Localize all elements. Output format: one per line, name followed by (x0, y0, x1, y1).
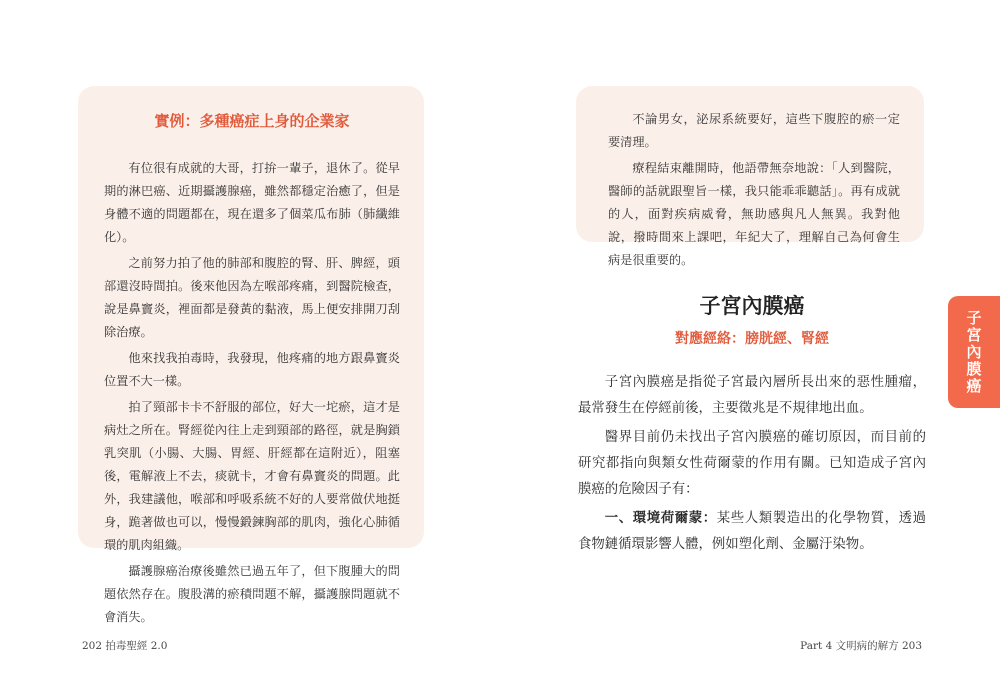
right-footer: Part 4 文明病的解方 203 (800, 640, 922, 652)
case-paragraph: 之前努力拍了他的肺部和腹腔的腎、肝、脾經，頭部還沒時間拍。後來他因為左喉部疼痛，到醫院檢查，說是鼻竇炎，裡面都是發黃的黏液，馬上便安排開刀刮除治療。 (104, 256, 400, 339)
risk-factor-paragraph (578, 506, 926, 558)
case-continued-box (576, 86, 924, 267)
body-text (578, 370, 926, 561)
chapter-side-tab: 子宮內膜癌 (948, 296, 1000, 408)
case-paragraph: 不論男女，泌尿系統要好，這些下腹腔的瘀一定要清理。 (608, 112, 900, 149)
case-paragraph: 他來找我拍毒時，我發現，他疼痛的地方跟鼻竇炎位置不大一樣。 (104, 351, 400, 388)
case-paragraph: 有位很有成就的大哥，打拚一輩子，退休了。從早期的淋巴癌、近期攝護腺癌，雖然都穩定治癒了，但是身體不適的問題都在，現在還多了個菜瓜布肺（肺纖維化）。 (104, 161, 400, 244)
left-footer: 202 拍毒聖經 2.0 (82, 640, 168, 652)
case-paragraph: 拍了頸部卡卡不舒服的部位，好大一坨瘀，這才是病灶之所在。腎經從內往上走到頸部的路徑，就是胸鎖乳突肌（小腸、大腸、胃經、肝經都在這附近），阻塞後，電解液上不去，痰就卡，才會有鼻竇炎的問題。此外，我建議他，喉部和呼吸系統不好的人要常做伏地挺身，跪著做也可以，慢慢鍛鍊胸部的肌肉，強化心肺循環的肌肉組織。 (104, 400, 400, 552)
risk-factor-text: 某些人類製造出的化學物質，透過食物鏈循環影響人體，例如塑化劑、金屬汙染物。 (578, 511, 927, 552)
body-paragraph: 醫界目前仍未找出子宮內膜癌的確切原因，而目前的研究都指向與類女性荷爾蒙的作用有關。已知造成子宮內膜癌的危險因子有： (578, 430, 926, 497)
section-title: 子宮內膜癌 (699, 293, 805, 318)
risk-factor-lead: 一、環境荷爾蒙： (604, 511, 717, 526)
case-study-title: 實例：多種癌症上身的企業家 (154, 112, 350, 130)
case-paragraph: 療程結束離開時，他語帶無奈地說：「人到醫院，醫師的話就跟聖旨一樣，我只能乖乖聽話」。再有成就的人，面對疾病威脅，無助感與凡人無異。我對他說，撥時間來上課吧，年紀大了，理解自己為何會生病是很重要的。 (608, 161, 900, 267)
right-page (500, 0, 1000, 697)
case-paragraph: 攝護腺癌治療後雖然已過五年了，但下腹腫大的問題依然存在。腹股溝的瘀積問題不解，攝護腺問題就不會消失。 (104, 564, 400, 624)
section-subtitle: 對應經絡：膀胱經、腎經 (675, 331, 829, 347)
case-study-box (78, 86, 424, 624)
body-paragraph: 子宮內膜癌是指從子宮最內層所長出來的惡性腫瘤，最常發生在停經前後，主要徵兆是不規律地出血。 (578, 375, 926, 416)
